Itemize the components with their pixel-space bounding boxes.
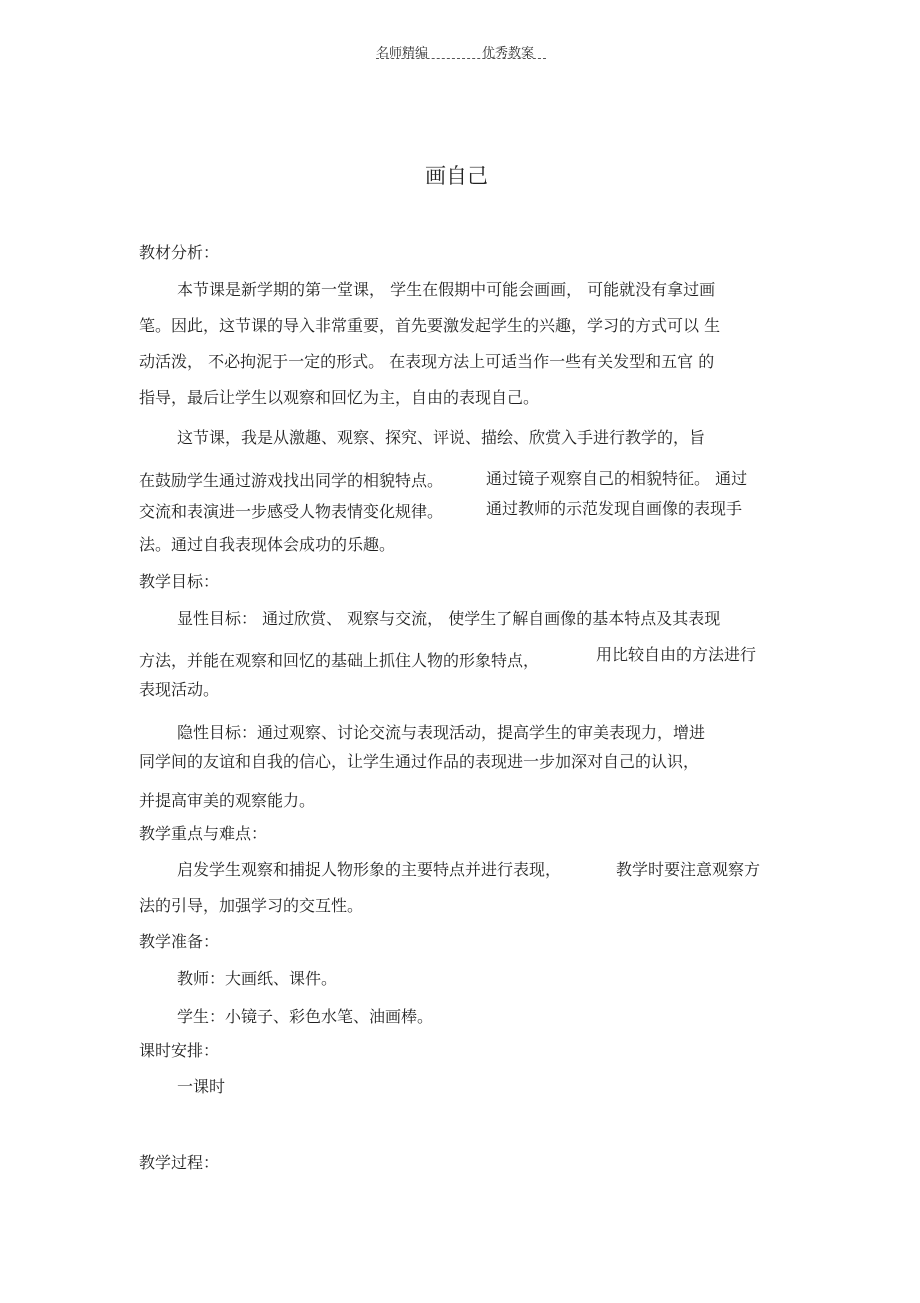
- schedule-heading: 课时安排：: [139, 1041, 220, 1060]
- implicit-goal-line2: 同学间的友谊和自我的信心，让学生通过作品的表现进一步加深对自己的认识，: [139, 752, 700, 771]
- schedule-value: 一课时: [177, 1077, 226, 1096]
- focus-line1a: 启发学生观察和捕捉人物形象的主要特点并进行表现，: [177, 860, 562, 879]
- focus-line1b: 教学时要注意观察方: [616, 860, 761, 879]
- implicit-goal-line1: 隐性目标：通过观察、讨论交流与表现活动，提高学生的审美表现力，增进: [177, 723, 706, 742]
- explicit-goal-line1: 显性目标： 通过欣赏、 观察与交流， 使学生了解自画像的基本特点及其表现: [177, 609, 721, 628]
- analysis-p2-line3a: 交流和表演进一步感受人物表情变化规律。: [139, 502, 444, 521]
- prep-student: 学生：小镜子、彩色水笔、油画棒。: [177, 1007, 434, 1026]
- focus-heading: 教学重点与难点：: [139, 824, 268, 843]
- process-heading: 教学过程：: [139, 1153, 220, 1172]
- analysis-p1-line2: 笔。因此，这节课的导入非常重要，首先要激发起学生的兴趣，学习的方式可以 生: [139, 316, 721, 335]
- analysis-p2-line3b: 通过教师的示范发现自画像的表现手: [486, 499, 743, 518]
- analysis-p1-line3: 动活泼， 不必拘泥于一定的形式。 在表现方法上可适当作一些有关发型和五官 的: [139, 352, 715, 371]
- analysis-p2-line2b: 通过镜子观察自己的相貌特征。 通过: [486, 469, 748, 488]
- focus-line2: 法的引导，加强学习的交互性。: [139, 896, 364, 915]
- document-title: 画自己: [425, 164, 488, 188]
- analysis-p2-line2a: 在鼓励学生通过游戏找出同学的相貌特点。: [139, 471, 444, 490]
- analysis-heading: 教材分析：: [139, 243, 220, 262]
- explicit-goal-line2b: 用比较自由的方法进行: [596, 645, 757, 664]
- analysis-p1-line4: 指导，最后让学生以观察和回忆为主，自由的表现自己。: [139, 388, 540, 407]
- analysis-p2-line4: 法。通过自我表现体会成功的乐趣。: [139, 535, 396, 554]
- analysis-p2-line1: 这节课，我是从激趣、观察、探究、评说、描绘、欣赏入手进行教学的，旨: [177, 428, 706, 447]
- analysis-p1-line1: 本节课是新学期的第一堂课， 学生在假期中可能会画画， 可能就没有拿过画: [177, 280, 716, 299]
- header-underline: [376, 58, 546, 59]
- header-right: 优秀教案: [482, 46, 535, 61]
- header-left: 名师精编: [376, 46, 429, 61]
- goals-heading: 教学目标：: [139, 572, 220, 591]
- explicit-goal-line3: 表现活动。: [139, 680, 220, 699]
- implicit-goal-line3: 并提高审美的观察能力。: [139, 791, 316, 810]
- explicit-goal-line2a: 方法，并能在观察和回忆的基础上抓住人物的形象特点，: [139, 651, 540, 670]
- prep-teacher: 教师：大画纸、课件。: [177, 969, 338, 988]
- prep-heading: 教学准备：: [139, 932, 220, 951]
